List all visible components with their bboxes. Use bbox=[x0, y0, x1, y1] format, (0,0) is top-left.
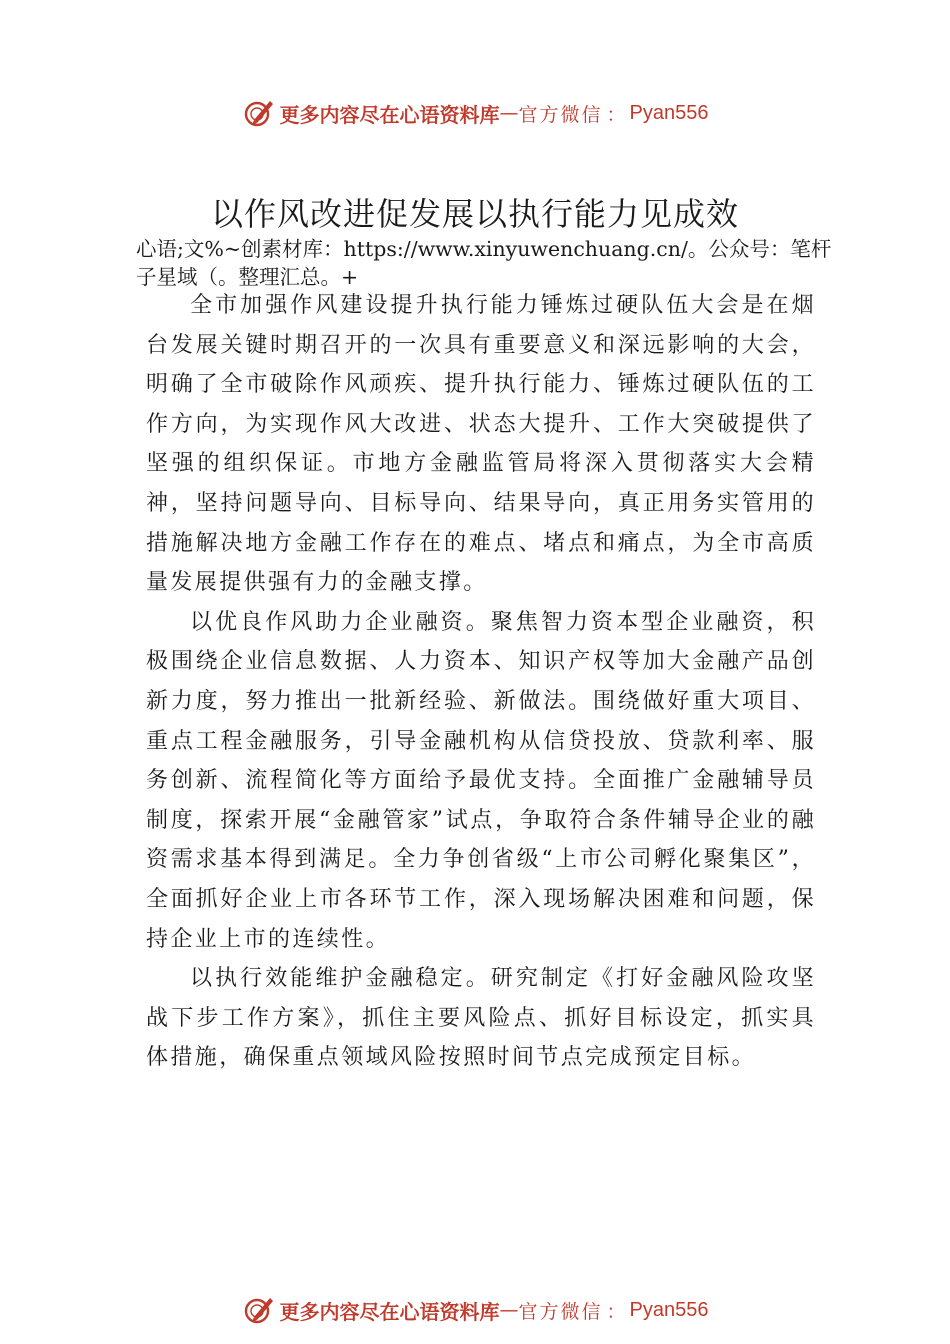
paragraph-3: 以执行效能维护金融稳定。研究制定《打好金融风险攻坚战下步工作方案》，抓住主要风险点、抓好目标设定，抓实具体措施，确保重点领域风险按照时间节点完成预定目标。 bbox=[146, 966, 816, 1071]
banner-colon: ： bbox=[606, 103, 626, 126]
document-body bbox=[146, 286, 816, 1078]
pen-logo-icon bbox=[242, 1293, 276, 1327]
paragraph-2: 以优良作风助力企业融资。聚焦智力资本型企业融资，积极围绕企业信息数据、人力资本、知识产权等加大金融产品创新力度，努力推出一批新经验、新做法。围绕做好重大项目、重点工程金融服务，引导金融机构从信贷投放、贷款利率、服务创新、流程简化等方面给予最优支持。全面推广金融辅导员制度，探索开展“金融管家”试点，争取符合条件辅导企业的融资需求基本得到满足。全力争创省级“上市公司孵化聚集区”，全面抓好企业上市各环节工作，深入现场解决困难和问题，保持企业上市的连续性。 bbox=[146, 609, 816, 952]
banner-wechat-id: Pyan556 bbox=[629, 101, 709, 124]
document-title: 以作风改进促发展以执行能力见成效 bbox=[210, 195, 739, 233]
banner-dash: — bbox=[499, 1299, 519, 1321]
banner-main-text: 更多内容尽在心语资料库 bbox=[279, 1299, 500, 1324]
pen-logo-icon bbox=[242, 96, 276, 130]
paragraph-1: 全市加强作风建设提升执行能力锤炼过硬队伍大会是在烟台发展关键时期召开的一次具有重要意义和深远影响的大会，明确了全市破除作风顽疾、提升执行能力、锤炼过硬队伍的工作方向，为实现作风大改进、状态大提升、工作大突破提供了坚强的组织保证。市地方金融监管局将深入贯彻落实大会精神，坚持问题导向、目标导向、结果导向，真正用务实管用的措施解决地方金融工作存在的难点、堵点和痛点，为全市高质量发展提供强有力的金融支撑。 bbox=[146, 293, 816, 596]
banner-main-text: 更多内容尽在心语资料库 bbox=[279, 102, 500, 127]
banner-wechat-id: Pyan556 bbox=[629, 1298, 709, 1321]
footer-banner bbox=[0, 1290, 950, 1330]
banner-label: 官方微信 bbox=[518, 103, 603, 126]
header-banner bbox=[0, 93, 950, 133]
banner-label: 官方微信 bbox=[518, 1300, 603, 1323]
banner-colon: ： bbox=[606, 1300, 626, 1323]
source-note: 心语;文%~创素材库：https://www.xinyuwenchuang.cn/。公众号：笔杆子星域（。整理汇总。+ bbox=[136, 237, 832, 289]
banner-dash: — bbox=[499, 102, 519, 124]
